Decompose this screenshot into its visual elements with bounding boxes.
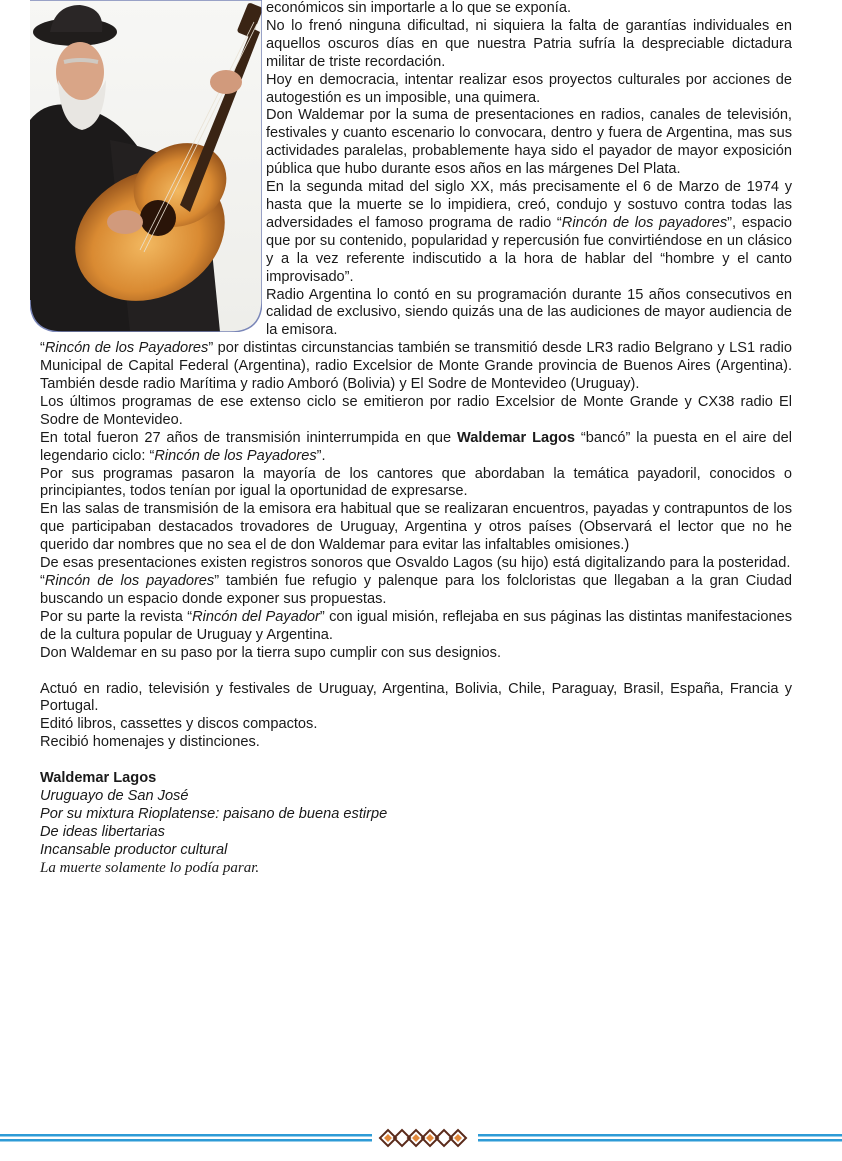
paragraph: económicos sin importarle a lo que se exponía.: [266, 0, 572, 16]
paragraph-gap: [40, 752, 792, 770]
page-footer: [0, 1120, 842, 1156]
person-name: Waldemar Lagos: [457, 429, 576, 446]
paragraph: [40, 430, 792, 466]
signature-line: Incansable productor cultural: [40, 841, 228, 858]
paragraph: No lo frenó ninguna dificultad, ni siquiera la falta de garantías individuales en aquellos oscuros días en que nuestra Patria sufría la despreciable dictadura militar de triste recordación.: [266, 17, 792, 70]
text-run: ”, espacio que por su contenido, popularidad y repercusión fue convirtiéndose en un clásico y a la vez referente indiscutido a la hora de hablar del “hombre y el canto improvisado”.: [266, 214, 792, 285]
program-title: Rincón de los payadores: [561, 214, 728, 231]
article-text: [40, 0, 792, 878]
signature-line: Uruguayo de San José: [40, 788, 189, 805]
paragraph: Editó libros, cassettes y discos compactos.: [40, 716, 318, 733]
photo-text-wrap-spacer: [40, 0, 266, 333]
paragraph: Los últimos programas de ese extenso ciclo se emitieron por radio Excelsior de Monte Grande y CX38 radio El Sodre de Montevideo.: [40, 393, 792, 428]
text-run: “: [40, 573, 45, 589]
paragraph: Actuó en radio, televisión y festivales de Uruguay, Argentina, Bolivia, Chile, Paraguay, Brasil, España, Francia y Portugal.: [40, 680, 792, 715]
paragraph: Don Waldemar en su paso por la tierra supo cumplir con sus designios.: [40, 644, 502, 661]
paragraph: Recibió homenajes y distinciones.: [40, 734, 260, 751]
signature-closing-line: La muerte solamente lo podía parar.: [40, 859, 260, 876]
program-title: Rincón de los payadores: [44, 573, 215, 589]
paragraph: Por sus programas pasaron la mayoría de los cantores que abordaban la temática payadoril, conocidos o principiantes, todos tenían por igual la oportunidad de expresarse.: [40, 465, 792, 500]
text-run: ” también fue refugio y palenque para los folcloristas que llegaban a la gran Ciudad buscando un espacio donde exponer sus propuestas.: [40, 573, 792, 607]
signature-block: [40, 770, 792, 877]
paragraph: Radio Argentina lo contó en su programación durante 15 años consecutivos en calidad de exclusivo, siendo quizás una de las audiciones de mayor audiencia de la emisora.: [266, 286, 792, 339]
paragraph: De esas presentaciones existen registros sonoros que Osvaldo Lagos (su hijo) está digitalizando para la posteridad.: [40, 555, 791, 572]
text-run: ” por distintas circunstancias también se transmitió desde LR3 radio Belgrano y LS1 radio Municipal de Capital Federal (Argentina), radio Excelsior de Monte Grande provincia de Buenos Aires (Argentina). También desde radio Marítima y radio Amboró (Bolivia) y El Sodre de Montevideo (Uruguay).: [40, 340, 792, 393]
paragraph: Hoy en democracia, intentar realizar esos proyectos culturales por acciones de autogestión es un imposible, una quimera.: [266, 71, 792, 106]
magazine-title: Rincón del Payador: [192, 608, 320, 625]
program-title: Rincón de los Payadores: [154, 447, 317, 464]
text-run: “: [40, 340, 45, 357]
text-run: En la segunda mitad del siglo XX, más precisamente el 6 de Marzo de 1974 y hasta que la muerte se lo impidiera, creó, condujo y sostuvo contra todas las adversidades el famoso programa de radio “: [266, 179, 792, 231]
signature-line: De ideas libertarias: [40, 823, 165, 840]
text-run: Por su parte la revista “: [40, 608, 193, 625]
text-run: En total fueron 27 años de transmisión ininterrumpida en que: [40, 429, 458, 446]
program-title: Rincón de los Payadores: [44, 340, 209, 357]
paragraph-gap: [40, 663, 792, 681]
andean-ornament-icon: [0, 1120, 842, 1156]
signature-name: Waldemar Lagos: [40, 770, 157, 787]
paragraph: [40, 609, 792, 645]
paragraph: [40, 573, 792, 609]
text-run: ”.: [316, 447, 326, 464]
signature-line: Por su mixtura Rioplatense: paisano de buena estirpe: [40, 805, 388, 822]
paragraph: Don Waldemar por la suma de presentaciones en radios, canales de televisión, festivales y cuanto escenario lo convocara, dentro y fuera de Argentina, mas sus actividades paralelas, probablemente haya sido el payador de mayor exposición pública que hubo durante esos años en las márgenes Del Plata.: [266, 107, 792, 178]
text-run: ” con igual misión, reflejaba en sus páginas las distintas manifestaciones de la cultura popular de Uruguay y Argentina.: [40, 608, 792, 643]
paragraph: En las salas de transmisión de la emisora era habitual que se realizaran encuentros, payadas y contrapuntos de los que participaban destacados trovadores de Uruguay, Argentina y otros países (Observará el lector que no he querido dar nombres que no sea el de don Waldemar para evitar las infaltables omisiones.): [40, 501, 792, 554]
paragraph: [40, 340, 792, 394]
text-run: “bancó” la puesta en el aire del legendario ciclo: “: [40, 429, 792, 464]
